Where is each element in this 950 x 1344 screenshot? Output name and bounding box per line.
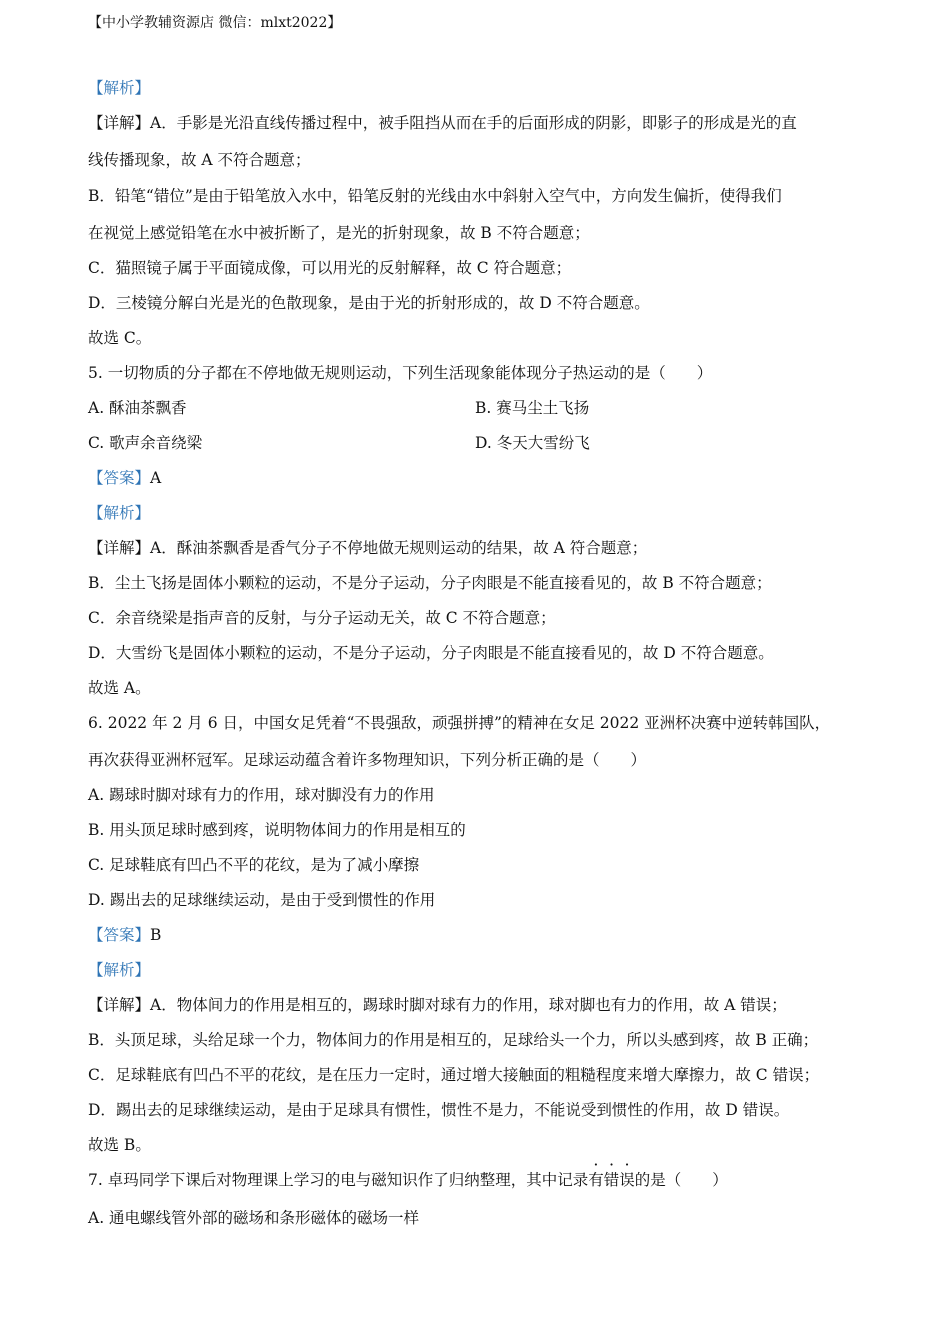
detail-tag: 【详解】 <box>88 114 151 132</box>
emphasis-char: 误 <box>619 1171 635 1189</box>
q6-detail-b: B．头顶足球，头给足球一个力，物体间力的作用是相互的，足球给头一个力，所以头感到疼，故 B 正确； <box>88 1031 819 1049</box>
q4-detail-c: C．猫照镜子属于平面镜成像，可以用光的反射解释，故 C 符合题意； <box>88 259 572 277</box>
q5-option-d: D. 冬天大雪纷飞 <box>475 434 590 452</box>
q6-option-a: A. 踢球时脚对球有力的作用，球对脚没有力的作用 <box>88 786 435 804</box>
q6-detail-d: D．踢出去的足球继续运动，是由于足球具有惯性，惯性不是力，不能说受到惯性的作用，故 D 错误。 <box>88 1101 790 1119</box>
q4-detail-a-cont: 线传播现象，故 A 不符合题意； <box>88 151 311 169</box>
q6-detail-a: 【详解】A．物体间力的作用是相互的，踢球时脚对球有力的作用，球对脚也有力的作用，故 A 错误； <box>88 996 787 1014</box>
q5-option-a: A. 酥油茶飘香 <box>88 399 187 417</box>
q5-stem: 5. 一切物质的分子都在不停地做无规则运动，下列生活现象能体现分子热运动的是（ ） <box>88 364 713 382</box>
analysis-tag: 【解析】 <box>88 504 151 522</box>
q6-option-d: D. 踢出去的足球继续运动，是由于受到惯性的作用 <box>88 891 436 909</box>
q5-detail-b: B．尘土飞扬是固体小颗粒的运动，不是分子运动，分子肉眼是不能直接看见的，故 B 不符合题意； <box>88 574 772 592</box>
q6-conclusion: 故选 B。 <box>88 1136 151 1154</box>
detail-tag: 【详解】 <box>88 539 151 557</box>
answer-tag: 【答案】 <box>88 926 151 944</box>
q7-option-a: A. 通电螺线管外部的磁场和条形磁体的磁场一样 <box>88 1209 420 1227</box>
q6-answer: 【答案】B <box>88 926 162 944</box>
q6-stem: 6. 2022 年 2 月 6 日，中国女足凭着“不畏强敌，顽强拼搏”的精神在女足 2022 亚洲杯决赛中逆转韩国队， <box>88 714 831 732</box>
q4-conclusion: 故选 C。 <box>88 329 152 347</box>
emphasis-char: 有 <box>588 1171 604 1189</box>
q5-detail-c: C．余音绕梁是指声音的反射，与分子运动无关，故 C 不符合题意； <box>88 609 556 627</box>
q7-stem: 7. 卓玛同学下课后对物理课上学习的电与磁知识作了归纳整理，其中记录有错误的是（ ） <box>88 1168 728 1190</box>
analysis-tag: 【解析】 <box>88 961 151 979</box>
analysis-tag: 【解析】 <box>88 79 151 97</box>
answer-tag: 【答案】 <box>88 469 151 487</box>
q5-conclusion: 故选 A。 <box>88 679 151 697</box>
q5-answer: 【答案】A <box>88 469 162 487</box>
q6-detail-c: C．足球鞋底有凹凸不平的花纹，是在压力一定时，通过增大接触面的粗糙程度来增大摩擦力，故 C 错误； <box>88 1066 820 1084</box>
q4-detail-b-cont: 在视觉上感觉铅笔在水中被折断了，是光的折射现象，故 B 不符合题意； <box>88 224 590 242</box>
q5-option-c: C. 歌声余音绕梁 <box>88 434 203 452</box>
q4-detail-b: B．铅笔“错位”是由于铅笔放入水中，铅笔反射的光线由水中斜射入空气中，方向发生偏折，使得我们 <box>88 187 782 205</box>
q6-option-c: C. 足球鞋底有凹凸不平的花纹，是为了减小摩擦 <box>88 856 420 874</box>
q4-detail-a: 【详解】A．手影是光沿直线传播过程中，被手阻挡从而在手的后面形成的阴影，即影子的形成是光的直 <box>88 114 797 132</box>
page-header: 【中小学教辅资源店 微信：mlxt2022】 <box>88 15 342 31</box>
emphasis-char: 错 <box>603 1171 620 1189</box>
q5-detail-a: 【详解】A．酥油茶飘香是香气分子不停地做无规则运动的结果，故 A 符合题意； <box>88 539 648 557</box>
detail-tag: 【详解】 <box>88 996 151 1014</box>
q4-detail-d: D．三棱镜分解白光是光的色散现象，是由于光的折射形成的，故 D 不符合题意。 <box>88 294 650 312</box>
q5-detail-d: D．大雪纷飞是固体小颗粒的运动，不是分子运动，分子肉眼是不能直接看见的，故 D 不符合题意。 <box>88 644 774 662</box>
q6-stem-cont: 再次获得亚洲杯冠军。足球运动蕴含着许多物理知识，下列分析正确的是（ ） <box>88 751 647 769</box>
q6-option-b: B. 用头顶足球时感到疼，说明物体间力的作用是相互的 <box>88 821 466 839</box>
q5-option-b: B. 赛马尘土飞扬 <box>475 399 590 417</box>
